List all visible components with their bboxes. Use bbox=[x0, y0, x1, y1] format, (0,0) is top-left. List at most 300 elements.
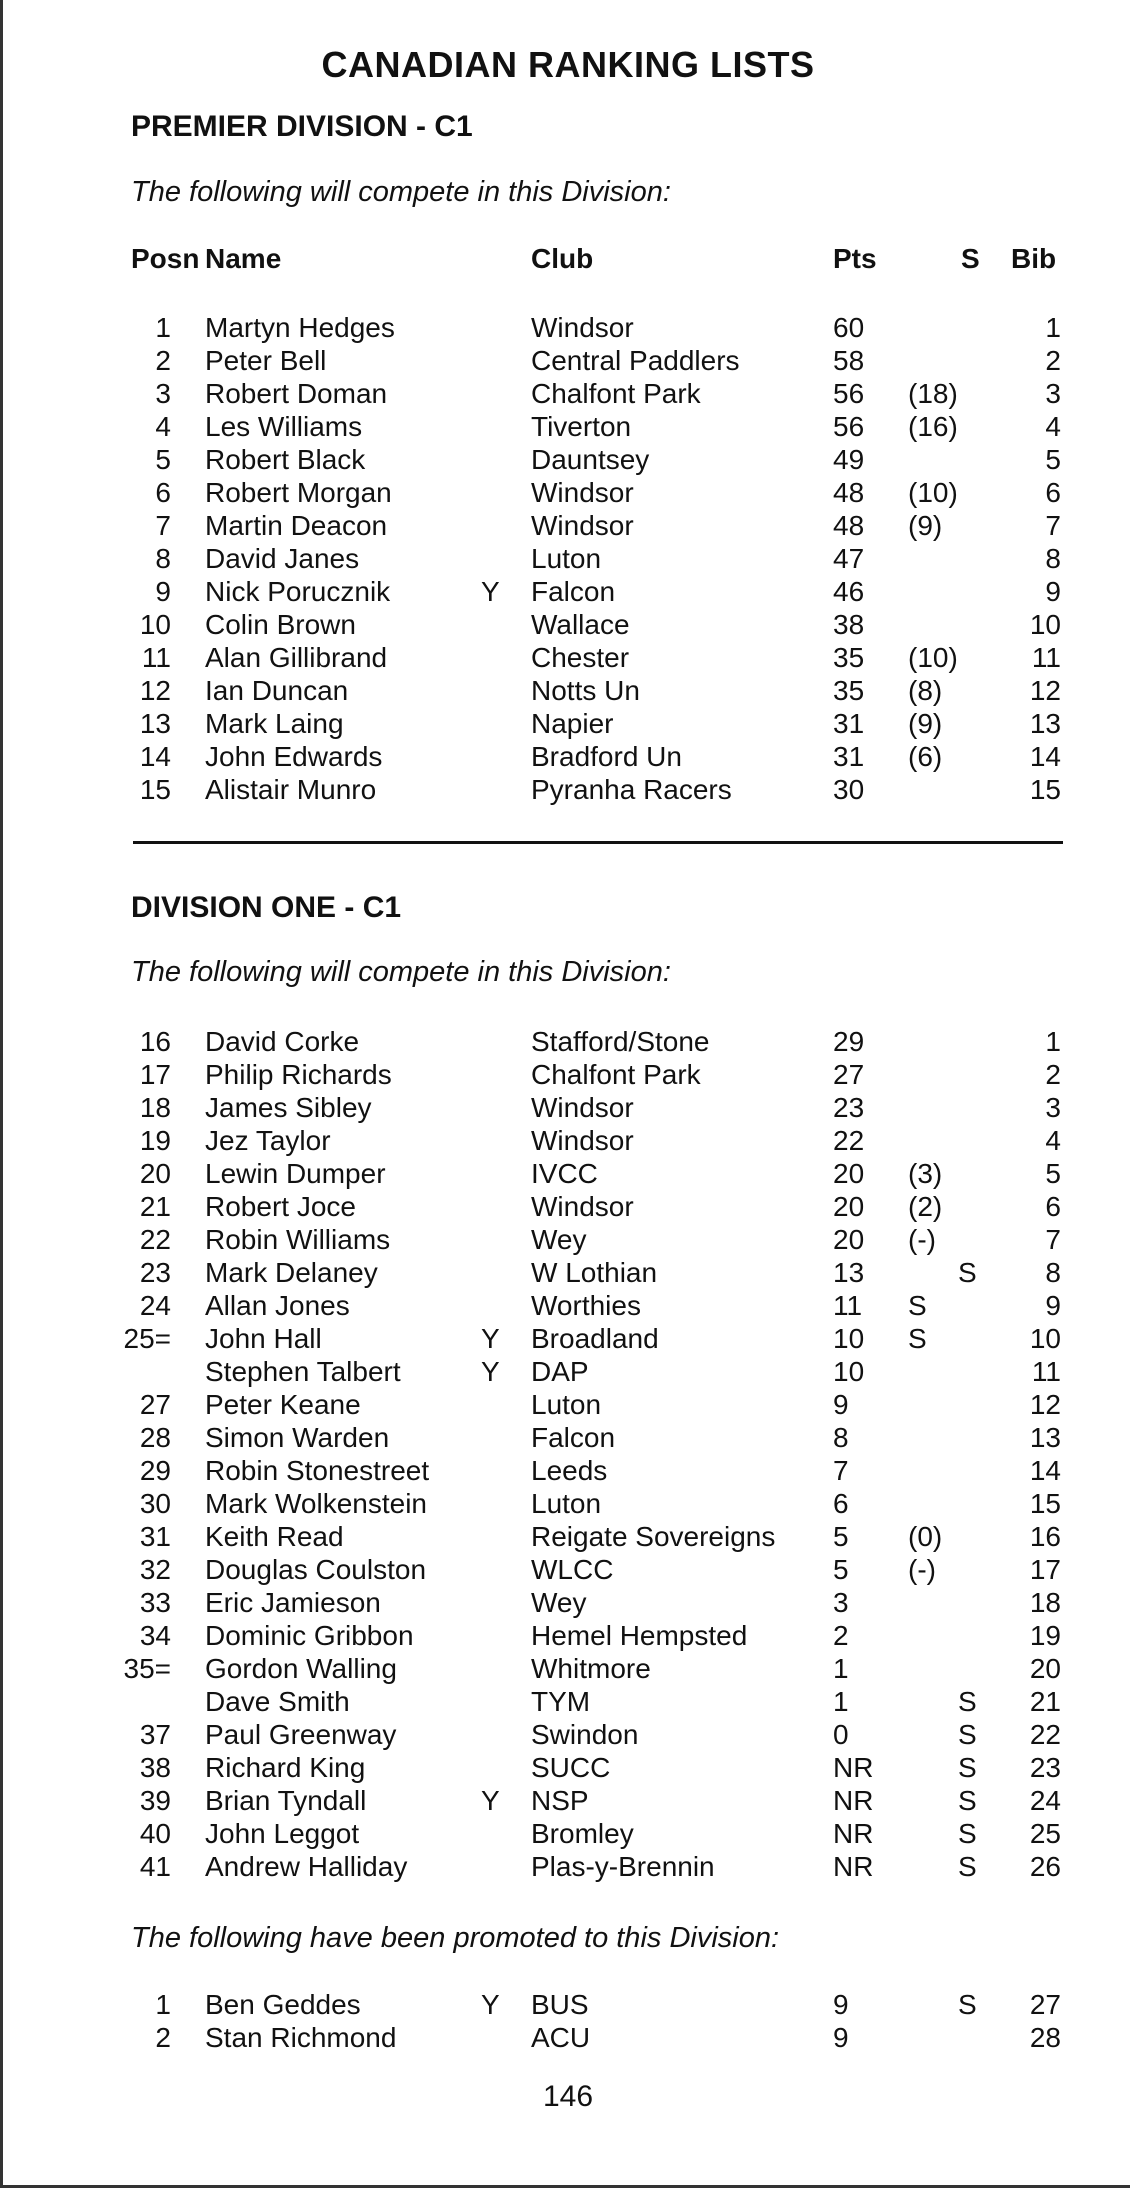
club-cell: Windsor bbox=[531, 1125, 634, 1156]
bib-cell: 12 bbox=[1029, 675, 1061, 706]
bib-cell: 20 bbox=[1029, 1653, 1061, 1684]
table-row bbox=[3, 377, 1130, 410]
name-cell: David Janes bbox=[205, 543, 360, 574]
posn-cell: 5 bbox=[155, 444, 171, 475]
name-cell: Robin Stonestreet bbox=[205, 1455, 430, 1486]
status-cell: S bbox=[958, 1719, 977, 1750]
points-cell: 5 bbox=[833, 1554, 849, 1585]
youth-flag-cell: Y bbox=[481, 1989, 500, 2020]
bib-cell: 10 bbox=[1029, 1323, 1061, 1354]
posn-cell: 2 bbox=[155, 345, 171, 376]
points-cell: 2 bbox=[833, 1620, 849, 1651]
club-cell: NSP bbox=[531, 1785, 589, 1816]
score-cell: (9) bbox=[908, 510, 943, 541]
club-cell: Windsor bbox=[531, 510, 634, 541]
score-cell: (2) bbox=[908, 1191, 943, 1222]
club-cell: Pyranha Racers bbox=[531, 774, 732, 805]
table-row bbox=[3, 1223, 1130, 1256]
bib-cell: 8 bbox=[1045, 1257, 1061, 1288]
club-cell: BUS bbox=[531, 1989, 589, 2020]
name-cell: Martin Deacon bbox=[205, 510, 388, 541]
score-cell: S bbox=[908, 1323, 927, 1354]
score-cell: (16) bbox=[908, 411, 958, 442]
table-row bbox=[3, 1652, 1130, 1685]
posn-cell: 16 bbox=[139, 1026, 171, 1057]
club-cell: Windsor bbox=[531, 1191, 634, 1222]
bib-cell: 18 bbox=[1029, 1587, 1061, 1618]
name-cell: Alan Gillibrand bbox=[205, 642, 388, 673]
table-row bbox=[3, 773, 1130, 806]
youth-flag-cell: Y bbox=[481, 1785, 500, 1816]
table-row bbox=[3, 674, 1130, 707]
posn-cell: 39 bbox=[139, 1785, 171, 1816]
club-cell: Stafford/Stone bbox=[531, 1026, 710, 1057]
points-cell: 11 bbox=[833, 1290, 863, 1321]
club-cell: Whitmore bbox=[531, 1653, 651, 1684]
name-cell: Mark Delaney bbox=[205, 1257, 378, 1288]
posn-cell: 14 bbox=[139, 741, 171, 772]
name-cell: Eric Jamieson bbox=[205, 1587, 381, 1618]
name-cell: Colin Brown bbox=[205, 609, 356, 640]
table-row bbox=[3, 1553, 1130, 1586]
score-cell: (6) bbox=[908, 741, 943, 772]
name-cell: Douglas Coulston bbox=[205, 1554, 427, 1585]
club-cell: Worthies bbox=[531, 1290, 641, 1321]
points-cell: 10 bbox=[833, 1323, 865, 1354]
posn-cell: 21 bbox=[139, 1191, 171, 1222]
posn-cell: 31 bbox=[139, 1521, 171, 1552]
name-cell: Stan Richmond bbox=[205, 2022, 397, 2053]
bib-cell: 9 bbox=[1045, 1290, 1061, 1321]
bib-cell: 21 bbox=[1029, 1686, 1061, 1717]
name-cell: Paul Greenway bbox=[205, 1719, 397, 1750]
column-headers bbox=[3, 243, 1130, 279]
bib-cell: 2 bbox=[1045, 1059, 1061, 1090]
table-row bbox=[3, 1157, 1130, 1190]
posn-cell: 34 bbox=[139, 1620, 171, 1651]
name-cell: Gordon Walling bbox=[205, 1653, 397, 1684]
club-cell: Bradford Un bbox=[531, 741, 682, 772]
score-cell: (10) bbox=[908, 642, 958, 673]
score-cell: (8) bbox=[908, 675, 943, 706]
table-row bbox=[3, 1619, 1130, 1652]
table-row bbox=[3, 1256, 1130, 1289]
points-cell: NR bbox=[833, 1785, 874, 1816]
division-one-intro: The following will compete in this Division: bbox=[131, 956, 671, 988]
table-row bbox=[3, 410, 1130, 443]
table-row bbox=[3, 707, 1130, 740]
name-cell: Robert Joce bbox=[205, 1191, 356, 1222]
bib-cell: 3 bbox=[1045, 1092, 1061, 1123]
posn-cell: 10 bbox=[139, 609, 171, 640]
bib-cell: 10 bbox=[1029, 609, 1061, 640]
points-cell: 35 bbox=[833, 642, 865, 673]
posn-cell: 8 bbox=[155, 543, 171, 574]
club-cell: WLCC bbox=[531, 1554, 614, 1585]
posn-cell: 33 bbox=[139, 1587, 171, 1618]
points-cell: 29 bbox=[833, 1026, 865, 1057]
posn-cell: 12 bbox=[139, 675, 171, 706]
table-row bbox=[3, 641, 1130, 674]
club-cell: Luton bbox=[531, 1389, 602, 1420]
section-divider bbox=[133, 841, 1063, 844]
posn-cell: 19 bbox=[139, 1125, 171, 1156]
bib-cell: 14 bbox=[1029, 741, 1061, 772]
col-name-header: Name bbox=[205, 243, 282, 274]
score-cell: (18) bbox=[908, 378, 958, 409]
posn-cell: 15 bbox=[139, 774, 171, 805]
posn-cell: 13 bbox=[139, 708, 171, 739]
points-cell: 30 bbox=[833, 774, 865, 805]
name-cell: Dominic Gribbon bbox=[205, 1620, 414, 1651]
club-cell: Central Paddlers bbox=[531, 345, 740, 376]
posn-cell: 3 bbox=[155, 378, 171, 409]
points-cell: NR bbox=[833, 1752, 874, 1783]
name-cell: Peter Bell bbox=[205, 345, 327, 376]
posn-cell: 38 bbox=[139, 1752, 171, 1783]
table-row bbox=[3, 1520, 1130, 1553]
score-cell: (0) bbox=[908, 1521, 943, 1552]
posn-cell: 9 bbox=[155, 576, 171, 607]
table-row bbox=[3, 1454, 1130, 1487]
bib-cell: 24 bbox=[1029, 1785, 1061, 1816]
name-cell: Mark Laing bbox=[205, 708, 344, 739]
club-cell: Luton bbox=[531, 1488, 602, 1519]
bib-cell: 9 bbox=[1045, 576, 1061, 607]
name-cell: Ian Duncan bbox=[205, 675, 349, 706]
bib-cell: 2 bbox=[1045, 345, 1061, 376]
col-pts-header: Pts bbox=[833, 243, 877, 274]
division-one-heading: DIVISION ONE - C1 bbox=[131, 891, 402, 924]
club-cell: Chalfont Park bbox=[531, 378, 701, 409]
name-cell: Nick Porucznik bbox=[205, 576, 391, 607]
club-cell: Leeds bbox=[531, 1455, 608, 1486]
points-cell: 27 bbox=[833, 1059, 865, 1090]
bib-cell: 11 bbox=[1031, 1356, 1061, 1387]
col-posn-header: Posn bbox=[131, 243, 200, 274]
bib-cell: 5 bbox=[1045, 1158, 1061, 1189]
col-s-header: S bbox=[961, 243, 980, 274]
name-cell: Lewin Dumper bbox=[205, 1158, 386, 1189]
premier-division-intro: The following will compete in this Division: bbox=[131, 176, 671, 208]
table-row bbox=[3, 740, 1130, 773]
name-cell: Mark Wolkenstein bbox=[205, 1488, 428, 1519]
table-row bbox=[3, 608, 1130, 641]
points-cell: 20 bbox=[833, 1191, 865, 1222]
table-row bbox=[3, 1322, 1130, 1355]
club-cell: Dauntsey bbox=[531, 444, 650, 475]
score-cell: (10) bbox=[908, 477, 958, 508]
name-cell: Martyn Hedges bbox=[205, 312, 395, 343]
bib-cell: 25 bbox=[1029, 1818, 1061, 1849]
bib-cell: 13 bbox=[1029, 1422, 1061, 1453]
points-cell: 1 bbox=[833, 1653, 849, 1684]
name-cell: Ben Geddes bbox=[205, 1989, 361, 2020]
club-cell: Chalfont Park bbox=[531, 1059, 701, 1090]
points-cell: 13 bbox=[833, 1257, 865, 1288]
club-cell: Swindon bbox=[531, 1719, 639, 1750]
name-cell: Jez Taylor bbox=[205, 1125, 331, 1156]
table-row bbox=[3, 1190, 1130, 1223]
name-cell: Robert Doman bbox=[205, 378, 388, 409]
table-row bbox=[3, 2021, 1130, 2054]
posn-cell: 37 bbox=[139, 1719, 171, 1750]
posn-cell: 29 bbox=[139, 1455, 171, 1486]
bib-cell: 15 bbox=[1029, 774, 1061, 805]
score-cell: (-) bbox=[908, 1554, 936, 1585]
posn-cell: 11 bbox=[141, 642, 171, 673]
bib-cell: 7 bbox=[1045, 510, 1061, 541]
club-cell: Notts Un bbox=[531, 675, 640, 706]
points-cell: 58 bbox=[833, 345, 865, 376]
table-row bbox=[3, 1988, 1130, 2021]
col-bib-header: Bib bbox=[1011, 243, 1057, 274]
points-cell: 5 bbox=[833, 1521, 849, 1552]
name-cell: Simon Warden bbox=[205, 1422, 390, 1453]
promoted-table bbox=[3, 1988, 1130, 2054]
club-cell: DAP bbox=[531, 1356, 589, 1387]
page-number: 146 bbox=[542, 2080, 594, 2113]
club-cell: Reigate Sovereigns bbox=[531, 1521, 776, 1552]
posn-cell: 40 bbox=[139, 1818, 171, 1849]
table-row bbox=[3, 1289, 1130, 1322]
table-row bbox=[3, 1751, 1130, 1784]
points-cell: 48 bbox=[833, 510, 865, 541]
points-cell: 20 bbox=[833, 1224, 865, 1255]
bib-cell: 3 bbox=[1045, 378, 1061, 409]
name-cell: Brian Tyndall bbox=[205, 1785, 367, 1816]
club-cell: Plas-y-Brennin bbox=[531, 1851, 715, 1882]
bib-cell: 27 bbox=[1029, 1989, 1061, 2020]
points-cell: 47 bbox=[833, 543, 865, 574]
bib-cell: 16 bbox=[1029, 1521, 1061, 1552]
name-cell: David Corke bbox=[205, 1026, 360, 1057]
points-cell: 9 bbox=[833, 1989, 849, 2020]
score-cell: (-) bbox=[908, 1224, 936, 1255]
points-cell: 9 bbox=[833, 2022, 849, 2053]
points-cell: 31 bbox=[833, 708, 865, 739]
points-cell: 38 bbox=[833, 609, 865, 640]
club-cell: TYM bbox=[531, 1686, 591, 1717]
name-cell: John Hall bbox=[205, 1323, 322, 1354]
club-cell: Falcon bbox=[531, 1422, 616, 1453]
bib-cell: 1 bbox=[1045, 312, 1061, 343]
name-cell: Philip Richards bbox=[205, 1059, 392, 1090]
posn-cell: 17 bbox=[139, 1059, 171, 1090]
posn-cell: 35= bbox=[123, 1653, 171, 1684]
promoted-intro: The following have been promoted to this Division: bbox=[131, 1922, 780, 1954]
table-row bbox=[3, 344, 1130, 377]
posn-cell: 32 bbox=[139, 1554, 171, 1585]
posn-cell: 41 bbox=[139, 1851, 171, 1882]
bib-cell: 28 bbox=[1029, 2022, 1061, 2053]
bib-cell: 13 bbox=[1029, 708, 1061, 739]
score-cell: (3) bbox=[908, 1158, 943, 1189]
name-cell: John Leggot bbox=[205, 1818, 360, 1849]
table-row bbox=[3, 1025, 1130, 1058]
posn-cell: 30 bbox=[139, 1488, 171, 1519]
table-row bbox=[3, 1091, 1130, 1124]
bib-cell: 5 bbox=[1045, 444, 1061, 475]
name-cell: Allan Jones bbox=[205, 1290, 350, 1321]
bib-cell: 8 bbox=[1045, 543, 1061, 574]
bib-cell: 6 bbox=[1045, 477, 1061, 508]
club-cell: Chester bbox=[531, 642, 630, 673]
points-cell: 20 bbox=[833, 1158, 865, 1189]
status-cell: S bbox=[958, 1686, 977, 1717]
name-cell: Les Williams bbox=[205, 411, 363, 442]
points-cell: 60 bbox=[833, 312, 865, 343]
bib-cell: 7 bbox=[1045, 1224, 1061, 1255]
name-cell: Robert Black bbox=[205, 444, 366, 475]
points-cell: 23 bbox=[833, 1092, 865, 1123]
table-row bbox=[3, 1421, 1130, 1454]
bib-cell: 19 bbox=[1029, 1620, 1061, 1651]
club-cell: Napier bbox=[531, 708, 614, 739]
youth-flag-cell: Y bbox=[481, 576, 500, 607]
table-row bbox=[3, 509, 1130, 542]
bib-cell: 17 bbox=[1029, 1554, 1061, 1585]
table-row bbox=[3, 1817, 1130, 1850]
score-cell: (9) bbox=[908, 708, 943, 739]
status-cell: S bbox=[958, 1257, 977, 1288]
club-cell: IVCC bbox=[531, 1158, 598, 1189]
posn-cell: 7 bbox=[155, 510, 171, 541]
bib-cell: 6 bbox=[1045, 1191, 1061, 1222]
posn-cell: 22 bbox=[139, 1224, 171, 1255]
table-row bbox=[3, 443, 1130, 476]
table-row bbox=[3, 1850, 1130, 1883]
points-cell: 35 bbox=[833, 675, 865, 706]
club-cell: Windsor bbox=[531, 1092, 634, 1123]
points-cell: 0 bbox=[833, 1719, 849, 1750]
points-cell: 10 bbox=[833, 1356, 865, 1387]
col-club-header: Club bbox=[531, 243, 594, 274]
points-cell: 6 bbox=[833, 1488, 849, 1519]
posn-cell: 28 bbox=[139, 1422, 171, 1453]
table-row bbox=[3, 542, 1130, 575]
table-row bbox=[3, 575, 1130, 608]
points-cell: 48 bbox=[833, 477, 865, 508]
premier-ranking-table bbox=[3, 311, 1130, 806]
points-cell: 56 bbox=[833, 378, 865, 409]
points-cell: 3 bbox=[833, 1587, 849, 1618]
name-cell: Keith Read bbox=[205, 1521, 344, 1552]
club-cell: Hemel Hempsted bbox=[531, 1620, 748, 1651]
club-cell: W Lothian bbox=[531, 1257, 658, 1288]
division-one-ranking-table bbox=[3, 1025, 1130, 1883]
name-cell: James Sibley bbox=[205, 1092, 372, 1123]
points-cell: 56 bbox=[833, 411, 865, 442]
status-cell: S bbox=[958, 1851, 977, 1882]
posn-cell: 27 bbox=[139, 1389, 171, 1420]
posn-cell: 23 bbox=[139, 1257, 171, 1288]
name-cell: Alistair Munro bbox=[205, 774, 377, 805]
posn-cell: 1 bbox=[155, 312, 171, 343]
score-cell: S bbox=[908, 1290, 927, 1321]
points-cell: NR bbox=[833, 1818, 874, 1849]
name-cell: Stephen Talbert bbox=[205, 1356, 401, 1387]
club-cell: Wallace bbox=[531, 609, 630, 640]
table-row bbox=[3, 1685, 1130, 1718]
status-cell: S bbox=[958, 1818, 977, 1849]
youth-flag-cell: Y bbox=[481, 1356, 500, 1387]
name-cell: Dave Smith bbox=[205, 1686, 350, 1717]
points-cell: 31 bbox=[833, 741, 865, 772]
points-cell: 49 bbox=[833, 444, 865, 475]
bib-cell: 4 bbox=[1045, 1125, 1061, 1156]
youth-flag-cell: Y bbox=[481, 1323, 500, 1354]
club-cell: Broadland bbox=[531, 1323, 659, 1354]
posn-cell: 2 bbox=[155, 2022, 171, 2053]
club-cell: Windsor bbox=[531, 477, 634, 508]
table-row bbox=[3, 1124, 1130, 1157]
page-title: CANADIAN RANKING LISTS bbox=[321, 44, 815, 85]
posn-cell: 25= bbox=[123, 1323, 171, 1354]
posn-cell: 4 bbox=[155, 411, 171, 442]
name-cell: Robert Morgan bbox=[205, 477, 392, 508]
posn-cell: 24 bbox=[139, 1290, 171, 1321]
club-cell: Windsor bbox=[531, 312, 634, 343]
bib-cell: 15 bbox=[1029, 1488, 1061, 1519]
name-cell: Robin Williams bbox=[205, 1224, 391, 1255]
posn-cell: 20 bbox=[139, 1158, 171, 1189]
table-row bbox=[3, 1058, 1130, 1091]
club-cell: Wey bbox=[531, 1224, 587, 1255]
points-cell: 46 bbox=[833, 576, 865, 607]
club-cell: Luton bbox=[531, 543, 602, 574]
club-cell: Tiverton bbox=[531, 411, 632, 442]
premier-division-heading: PREMIER DIVISION - C1 bbox=[131, 110, 473, 143]
club-cell: SUCC bbox=[531, 1752, 611, 1783]
points-cell: 7 bbox=[833, 1455, 849, 1486]
name-cell: Richard King bbox=[205, 1752, 366, 1783]
bib-cell: 22 bbox=[1029, 1719, 1061, 1750]
table-row bbox=[3, 1355, 1130, 1388]
bib-cell: 12 bbox=[1029, 1389, 1061, 1420]
table-row bbox=[3, 1586, 1130, 1619]
club-cell: ACU bbox=[531, 2022, 591, 2053]
posn-cell: 18 bbox=[139, 1092, 171, 1123]
status-cell: S bbox=[958, 1989, 977, 2020]
points-cell: 22 bbox=[833, 1125, 865, 1156]
table-row bbox=[3, 1718, 1130, 1751]
bib-cell: 23 bbox=[1029, 1752, 1061, 1783]
club-cell: Falcon bbox=[531, 576, 616, 607]
bib-cell: 4 bbox=[1045, 411, 1061, 442]
table-row bbox=[3, 1784, 1130, 1817]
points-cell: 9 bbox=[833, 1389, 849, 1420]
table-row bbox=[3, 1388, 1130, 1421]
table-row bbox=[3, 1487, 1130, 1520]
posn-cell: 1 bbox=[155, 1989, 171, 2020]
club-cell: Bromley bbox=[531, 1818, 634, 1849]
points-cell: 8 bbox=[833, 1422, 849, 1453]
bib-cell: 11 bbox=[1031, 642, 1061, 673]
table-row bbox=[3, 476, 1130, 509]
name-cell: John Edwards bbox=[205, 741, 383, 772]
bib-cell: 14 bbox=[1029, 1455, 1061, 1486]
club-cell: Wey bbox=[531, 1587, 587, 1618]
table-row bbox=[3, 311, 1130, 344]
posn-cell: 6 bbox=[155, 477, 171, 508]
bib-cell: 1 bbox=[1045, 1026, 1061, 1057]
bib-cell: 26 bbox=[1029, 1851, 1061, 1882]
points-cell: 1 bbox=[833, 1686, 849, 1717]
name-cell: Andrew Halliday bbox=[205, 1851, 408, 1882]
status-cell: S bbox=[958, 1752, 977, 1783]
name-cell: Peter Keane bbox=[205, 1389, 361, 1420]
